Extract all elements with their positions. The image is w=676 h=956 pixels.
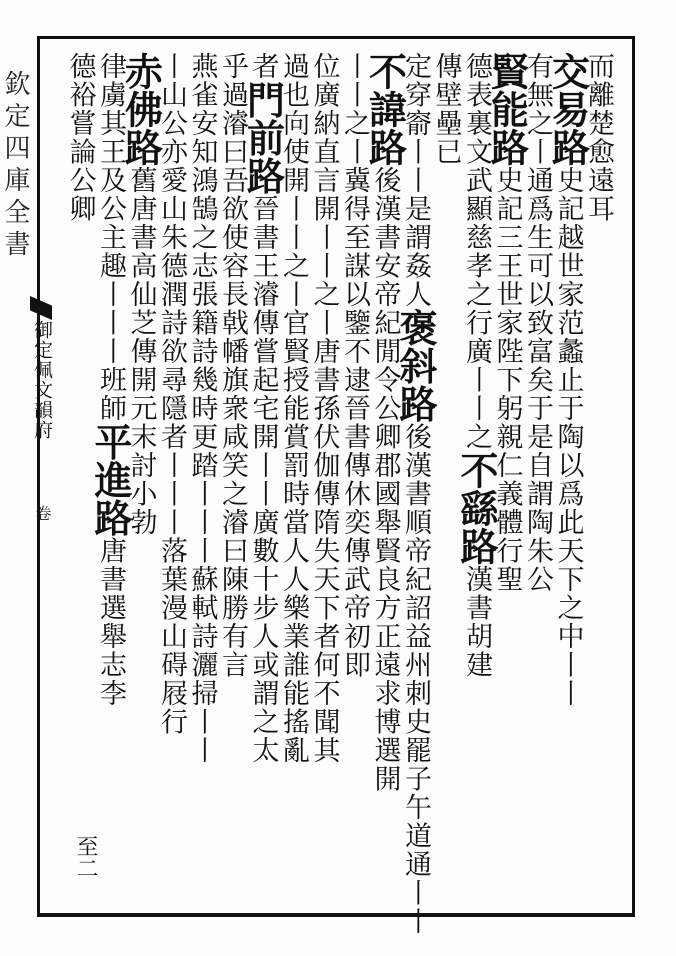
entry-text: 者 — [247, 52, 279, 81]
text-column-10 — [308, 52, 344, 902]
text-column-2 — [545, 52, 591, 902]
entry-text: 晉書王濬傳嘗起宅開丨丨廣數十步人或謂之太 — [247, 194, 279, 765]
entry-headword: 賢能路 — [484, 52, 530, 166]
text-column-13 — [217, 52, 253, 902]
text-column-1 — [583, 52, 619, 902]
entry-text: 丨丨之丨冀得至謀以鑒不逮晉書傳休奕傳武帝初即 — [339, 52, 370, 679]
entry-text: 過也向使開丨丨之丨官賢授能賞罰時當人人樂業誰能搖亂 — [278, 52, 309, 765]
entry-text: 德表裏文武顯慈孝之行廣丨丨之 — [461, 52, 492, 451]
entry-headword: 不繇路 — [454, 451, 499, 565]
entry-text: 有無之丨通爲生可以致富矣于是自謂陶朱公 — [522, 52, 553, 594]
entry-headword: 不諱路 — [362, 52, 408, 166]
text-column-3 — [522, 52, 558, 902]
entry-text: 史記三王世家陛下躬親仁義體行聖 — [491, 166, 523, 594]
entry-text: 位廣納直言開丨丨之丨唐書孫伏伽傳隋失天下者何不聞其 — [308, 52, 340, 765]
spine-title: 欽定四庫全書 — [0, 70, 30, 262]
entry-headword: 平進路 — [88, 422, 133, 537]
text-column-8 — [362, 52, 408, 902]
entry-text: 後漢書安帝紀閒令公卿郡國舉賢良方正遠求博選開 — [369, 166, 401, 793]
text-column-5 — [454, 52, 499, 902]
text-column-14 — [186, 52, 222, 902]
text-column-15 — [156, 52, 192, 902]
entry-text: 愈遠耳 — [583, 137, 614, 223]
text-column-9 — [339, 52, 375, 902]
bottom-rule — [37, 913, 635, 917]
entry-text: 乎過濬曰吾欲使容長戟幡旗衆咸笑之濬曰陳勝有言 — [217, 52, 248, 679]
entry-text: 後漢書順帝紀詔益州刺史罷子午道通丨丨 — [400, 422, 431, 936]
entry-text: 傳壁壘已 — [430, 52, 462, 166]
entry-text: 史記越世家范蠡止于陶以爲此天下之中丨丨 — [552, 166, 584, 708]
text-column-12 — [240, 52, 286, 902]
entry-text: 而離楚 — [583, 52, 614, 138]
entry-text: 唐書選舉志李 — [95, 536, 126, 708]
text-column-6 — [430, 52, 466, 902]
text-column-18 — [64, 52, 100, 902]
entry-headword: 交易路 — [545, 52, 591, 166]
entry-headword: 門前路 — [240, 80, 286, 195]
spine-book-name: 御定佩文韻府 — [31, 320, 53, 440]
text-column-11 — [278, 52, 314, 902]
text-column-4 — [484, 52, 530, 902]
entry-text: 燕雀安知鴻鵠之志張籍詩幾時更踏丨丨丨蘇軾詩灑掃丨丨 — [186, 52, 218, 765]
page-number: 至二 — [73, 835, 98, 879]
entry-text: 德裕嘗論公卿 — [64, 52, 96, 223]
entry-headword: 褒斜路 — [393, 308, 438, 423]
entry-text: 丨山公亦愛山朱德潤詩欲尋隱者丨丨丨落葉漫山碍屐行 — [156, 52, 187, 736]
entry-text: 定穿窬丨丨是謂姦人 — [400, 52, 431, 309]
text-column-7 — [393, 52, 438, 936]
entry-headword: 赤佛路 — [118, 52, 164, 166]
text-column-16 — [118, 52, 164, 902]
entry-text: 漢書胡建 — [461, 565, 492, 679]
text-column-17 — [88, 52, 133, 902]
spine-volume: 卷 — [33, 505, 52, 521]
entry-text: 舊唐書高仙芝傳開元末討小勃 — [125, 166, 157, 537]
entry-text: 律虜其王及公主趣丨丨丨班師 — [95, 52, 126, 423]
